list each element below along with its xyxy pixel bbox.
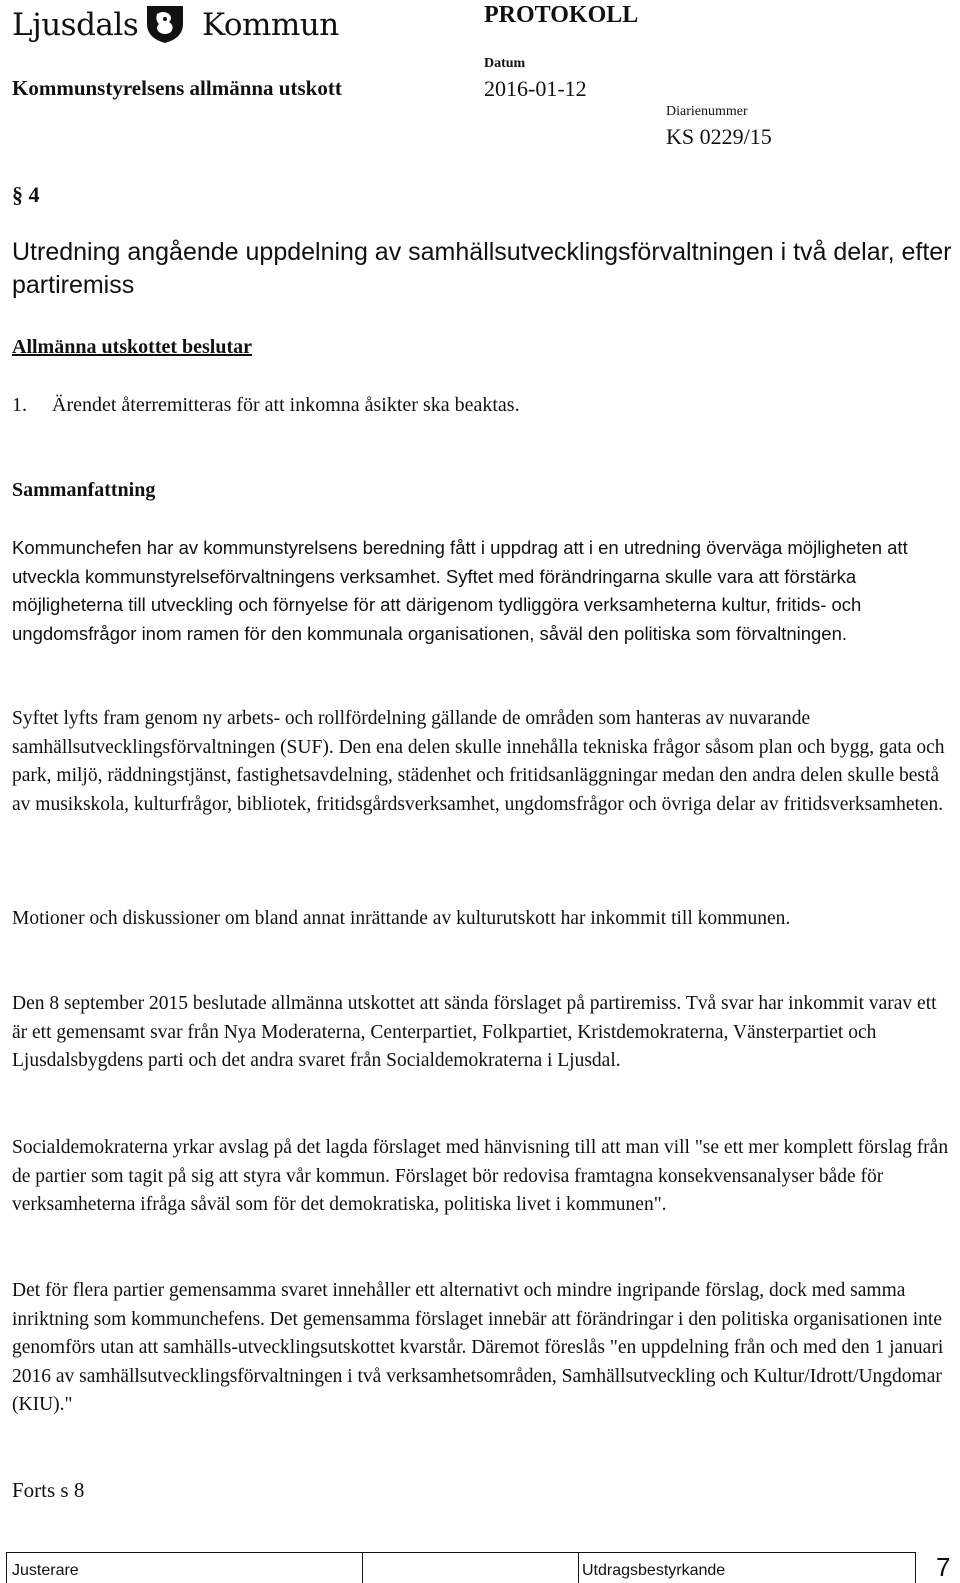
item-heading: Utredning angående uppdelning av samhällsutvecklingsförvaltningen i två delar, efter partiremiss: [12, 238, 952, 299]
paragraph: Den 8 september 2015 beslutade allmänna utskottet att sända förslaget på partiremiss. Två svar har inkommit varav ett är ett gemensamt svar från Nya Moderaterna, Centerpartiet, Folkpartiet, Kristdemokraterna, Vänsterpartiet och Ljusdalsbygdens parti och det andra svaret från Socialdemokraterna i Ljusdal.: [12, 993, 937, 1071]
utdragsbestyrkande-label: Utdragsbestyrkande: [582, 1562, 726, 1579]
footer-divider: [6, 1552, 916, 1553]
diarie-label: Diarienummer: [666, 104, 748, 119]
date-label: Datum: [484, 56, 526, 71]
footer-box-divider: [915, 1552, 916, 1583]
logo-word-right: Kommun: [202, 7, 339, 43]
paragraph: Motioner och diskussioner om bland annat inrättande av kulturutskott har inkommit till kommunen.: [12, 908, 791, 929]
decision-title: Allmänna utskottet beslutar: [12, 336, 253, 358]
document-type: PROTOKOLL: [484, 2, 639, 28]
coat-of-arms-icon: [135, 4, 195, 44]
decision-item: [12, 394, 520, 417]
date-value: 2016-01-12: [484, 76, 587, 101]
diarie-value: KS 0229/15: [666, 124, 772, 149]
decision-item-number: 1.: [12, 394, 27, 416]
paragraph: Socialdemokraterna yrkar avslag på det lagda förslaget med hänvisning till att man vill "se ett mer komplett förslag från de partier som tagit på sig att styra vår kommun. Förslaget bör redovisa framtagna konsekvensanalyser både för verksamheterna ifråga såväl som för det demokratiska, politiska livet i kommunen".: [12, 1137, 949, 1215]
continuation-note: Forts s 8: [12, 1478, 85, 1502]
paragraph: Det för flera partier gemensamma svaret innehåller ett alternativt och mindre ingripande förslag, dock med samma inriktning som kommunchefens. Det gemensamma förslaget innebär att förändringar i den politiska organisationen inte genomförs utan att samhälls-utvecklingsutskottet kvarstår. Däremot föreslås "en uppdelning från och med den 1 januari 2016 av samhällsutvecklingsförvaltningen i två verksamhetsområden, Samhällsutveckling och Kultur/Idrott/Ungdomar (KIU).": [12, 1280, 944, 1415]
paragraph: Kommunchefen har av kommunstyrelsens beredning fått i uppdrag att i en utredning överväga möjligheten att utveckla kommunstyrelseförvaltningens verksamhet. Syftet med förändringarna skulle vara att förstärka möjligheterna till utveckling och förnyelse för att därigenom tydliggöra verksamheterna kultur, fritids- och ungdomsfrågor inom ramen för den kommunala organisationen, såväl den politiska som förvaltningen.: [12, 537, 908, 644]
paragraph-number: § 4: [12, 182, 40, 207]
paragraph: Syftet lyfts fram genom ny arbets- och rollfördelning gällande de områden som hanteras av nuvarande samhällsutvecklingsförvaltningen (SUF). Den ena delen skulle innehålla tekniska frågor såsom plan och bygg, gata och park, miljö, räddningstjänst, fastighetsavdelning, städenhet och fritidsanläggningar medan den andra delen skulle bestå av musikskola, kulturfrågor, bibliotek, fritidsgårdsverksamhet, ungdomsfrågor och övriga delar av fritidsverksamheten.: [12, 708, 945, 815]
footer-box-divider: [362, 1552, 363, 1583]
footer-box-divider: [578, 1552, 579, 1583]
page-number: 7: [936, 1552, 951, 1582]
summary-title: Sammanfattning: [12, 479, 156, 501]
decision-item-text: Ärendet återremitteras för att inkomna åsikter ska beaktas.: [52, 394, 520, 416]
logo-word-left: Ljusdals: [12, 7, 139, 43]
footer-box-left: [6, 1552, 7, 1583]
committee-name: Kommunstyrelsens allmänna utskott: [12, 76, 342, 100]
justerare-label: Justerare: [12, 1562, 79, 1579]
